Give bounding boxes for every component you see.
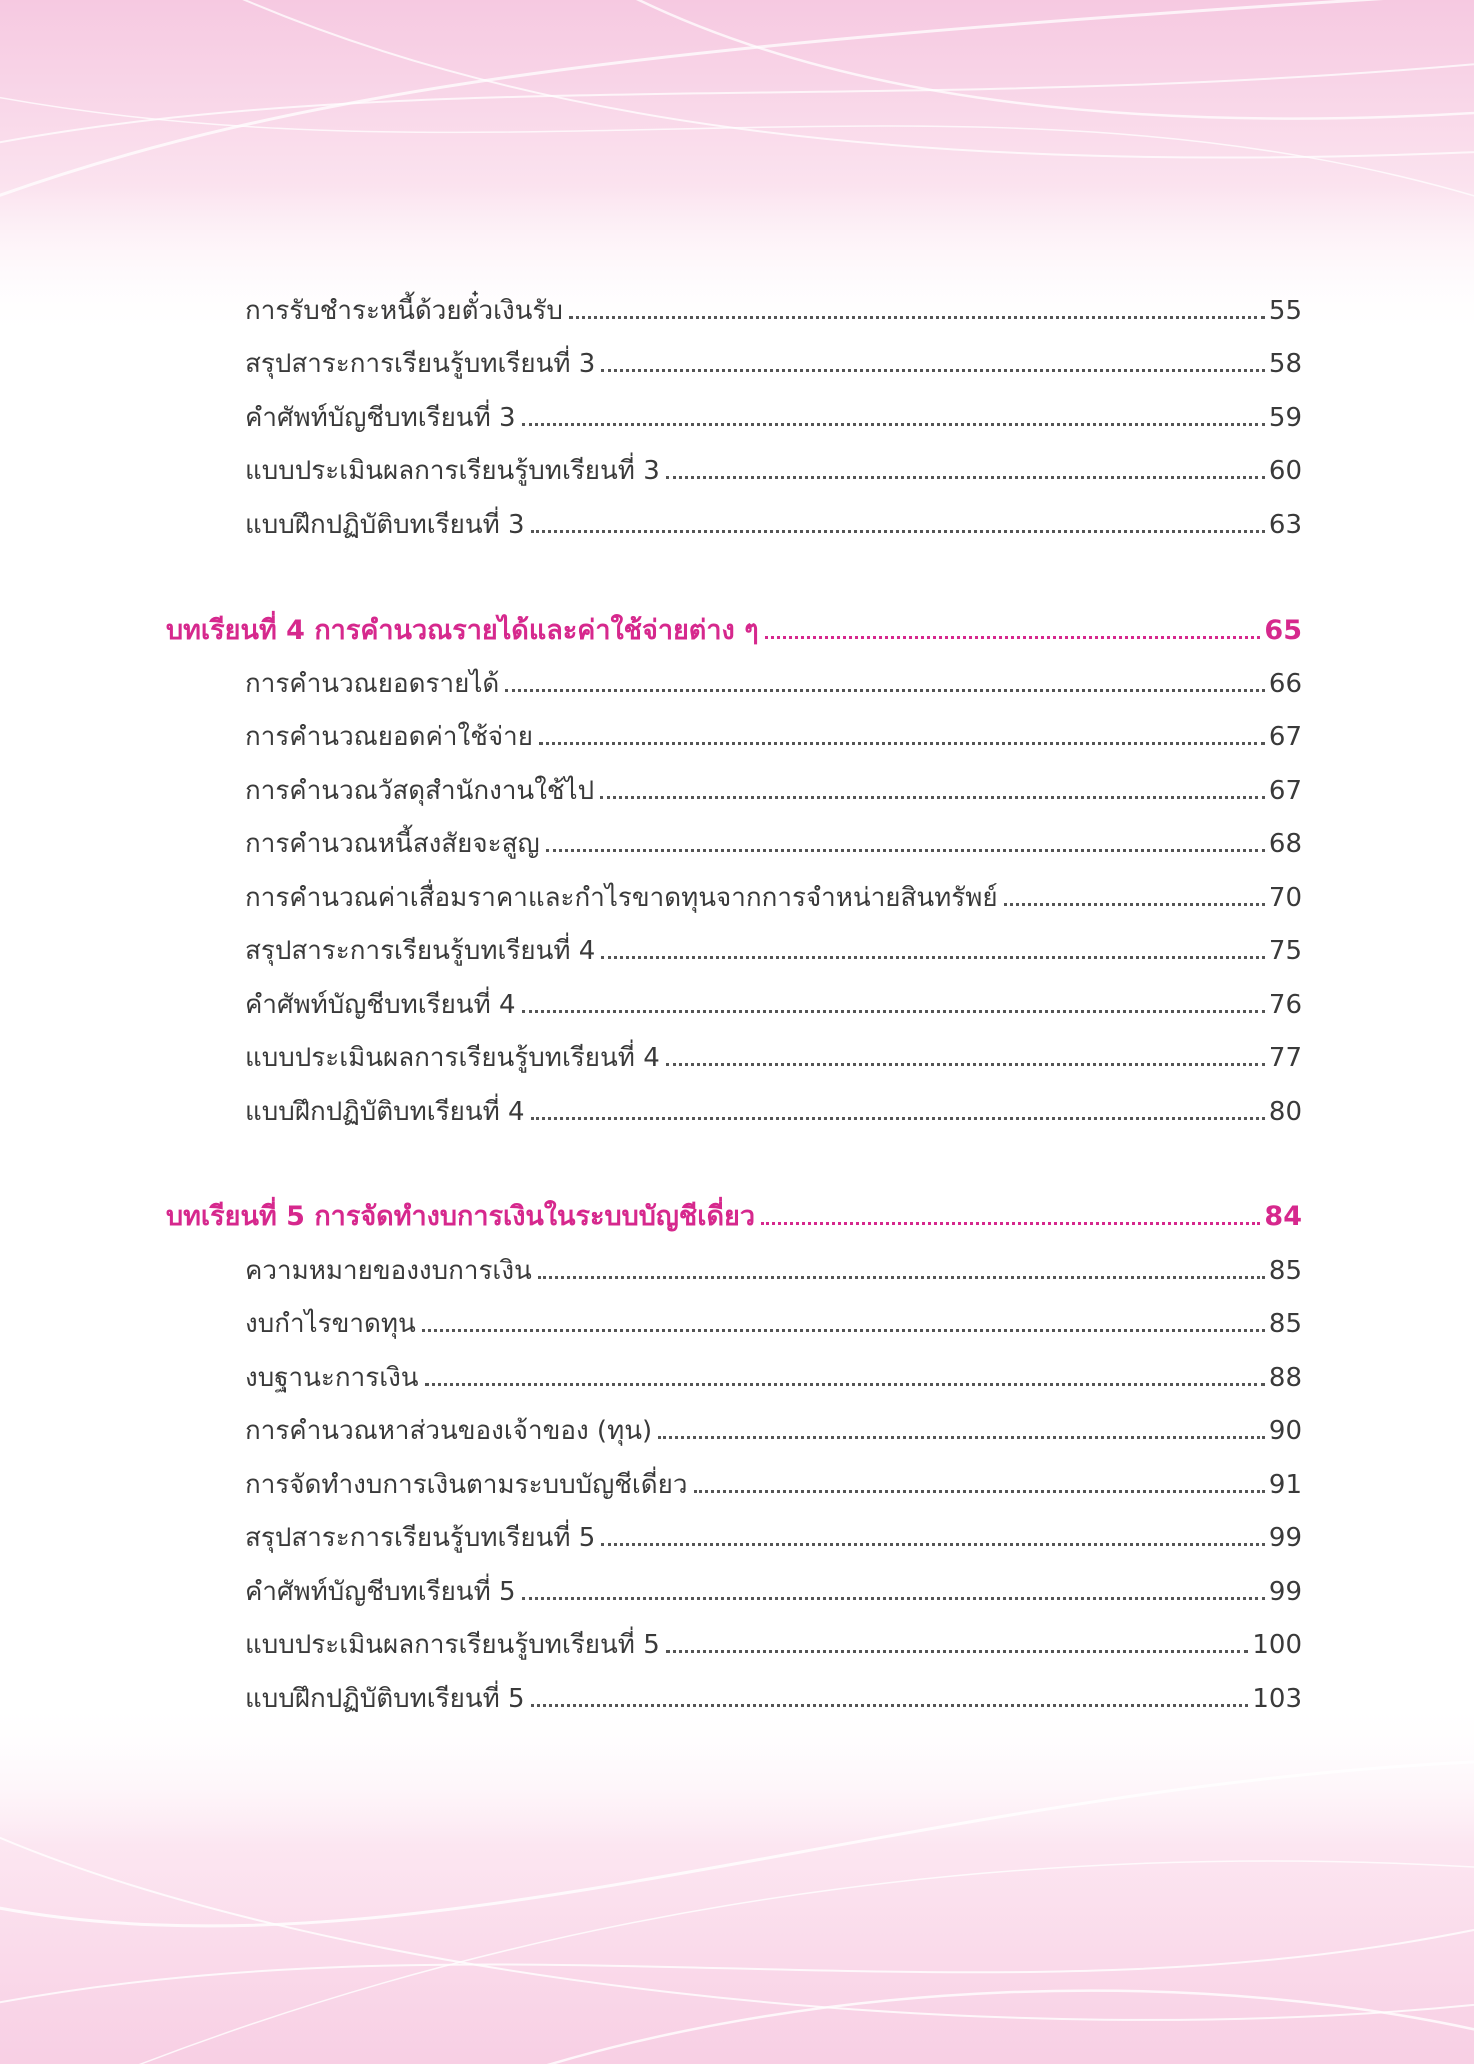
toc-entry-page: 80 xyxy=(1268,1097,1302,1127)
toc-entry[interactable] xyxy=(245,926,1302,968)
dot-leader xyxy=(425,1383,1265,1386)
toc-entry-title: การคำนวณยอดค่าใช้จ่าย xyxy=(245,722,533,752)
toc-entry-page: 67 xyxy=(1268,776,1302,806)
toc-entry-page: 99 xyxy=(1268,1577,1302,1607)
toc-entry-title: การจัดทำงบการเงินตามระบบบัญชีเดี่ยว xyxy=(245,1470,688,1500)
toc-entry-page: 60 xyxy=(1268,456,1302,486)
dot-leader xyxy=(761,1222,1260,1225)
toc-entry-title: ความหมายของงบการเงิน xyxy=(245,1256,532,1286)
toc-entry[interactable] xyxy=(245,1246,1302,1288)
toc-entry[interactable] xyxy=(245,1620,1302,1662)
toc-entry-title: การคำนวณหาส่วนของเจ้าของ (ทุน) xyxy=(245,1416,653,1446)
toc-entry[interactable] xyxy=(245,1513,1302,1555)
toc-entry-title: คำศัพท์บัญชีบทเรียนที่ 4 xyxy=(245,990,516,1020)
chapter-page: 65 xyxy=(1264,615,1302,646)
toc-entry-title: คำศัพท์บัญชีบทเรียนที่ 5 xyxy=(245,1577,516,1607)
toc-entry-title: แบบฝึกปฏิบัติบทเรียนที่ 4 xyxy=(245,1097,525,1127)
toc-entry-title: สรุปสาระการเรียนรู้บทเรียนที่ 5 xyxy=(245,1523,596,1553)
toc-entry-page: 59 xyxy=(1268,403,1302,433)
dot-leader xyxy=(505,689,1265,692)
toc-entry[interactable] xyxy=(245,393,1302,435)
dot-leader xyxy=(531,1704,1249,1707)
toc-entry-title: แบบฝึกปฏิบัติบทเรียนที่ 5 xyxy=(245,1684,525,1714)
toc-entry-title: การคำนวณหนี้สงสัยจะสูญ xyxy=(245,829,540,859)
toc-entry-title: แบบประเมินผลการเรียนรู้บทเรียนที่ 4 xyxy=(245,1043,660,1073)
toc-entry[interactable] xyxy=(245,712,1302,754)
toc-entry-page: 63 xyxy=(1268,510,1302,540)
toc-entry[interactable] xyxy=(245,286,1302,328)
toc-entry[interactable] xyxy=(245,1033,1302,1075)
dot-leader xyxy=(422,1329,1265,1332)
dot-leader xyxy=(658,1436,1265,1439)
dot-leader xyxy=(694,1490,1265,1493)
toc-entry[interactable] xyxy=(245,446,1302,488)
toc-entry[interactable] xyxy=(245,1353,1302,1395)
toc-entry-title: งบฐานะการเงิน xyxy=(245,1363,419,1393)
toc-entry[interactable] xyxy=(245,500,1302,542)
toc-entry-title: การรับชำระหนี้ด้วยตั๋วเงินรับ xyxy=(245,296,563,326)
dot-leader xyxy=(666,1063,1265,1066)
toc-entry-page: 90 xyxy=(1268,1416,1302,1446)
toc-entry[interactable] xyxy=(245,1406,1302,1448)
toc-entry[interactable] xyxy=(245,1674,1302,1716)
toc-entry-title: สรุปสาระการเรียนรู้บทเรียนที่ 3 xyxy=(245,349,596,379)
dot-leader xyxy=(666,476,1265,479)
chapter-page: 84 xyxy=(1264,1201,1302,1232)
dot-leader xyxy=(569,316,1265,319)
toc-entry[interactable] xyxy=(245,1087,1302,1129)
toc-entry-page: 67 xyxy=(1268,722,1302,752)
toc-entry-page: 76 xyxy=(1268,990,1302,1020)
toc-entry[interactable] xyxy=(245,659,1302,701)
toc-entry-page: 99 xyxy=(1268,1523,1302,1553)
toc-entry[interactable] xyxy=(245,873,1302,915)
toc-entry[interactable] xyxy=(245,766,1302,808)
toc-entry[interactable] xyxy=(245,1567,1302,1609)
dot-leader xyxy=(522,1597,1265,1600)
toc-entry-page: 77 xyxy=(1268,1043,1302,1073)
toc-entry-title: งบกำไรขาดทุน xyxy=(245,1309,416,1339)
toc-entry[interactable] xyxy=(245,339,1302,381)
dot-leader xyxy=(600,796,1265,799)
dot-leader xyxy=(1004,903,1265,906)
toc-entry-title: การคำนวณวัสดุสำนักงานใช้ไป xyxy=(245,776,595,806)
toc-entry[interactable] xyxy=(245,819,1302,861)
dot-leader xyxy=(539,742,1265,745)
dot-leader xyxy=(538,1276,1265,1279)
toc-entry-title: การคำนวณค่าเสื่อมราคาและกำไรขาดทุนจากการจำหน่ายสินทรัพย์ xyxy=(245,883,998,913)
toc-entry-page: 91 xyxy=(1268,1470,1302,1500)
toc-entry-page: 103 xyxy=(1252,1684,1302,1714)
toc-entry-page: 70 xyxy=(1268,883,1302,913)
toc-entry-page: 55 xyxy=(1268,296,1302,326)
toc-entry-page: 88 xyxy=(1268,1363,1302,1393)
toc-entry[interactable] xyxy=(245,1299,1302,1341)
dot-leader xyxy=(522,1010,1265,1013)
dot-leader xyxy=(601,369,1265,372)
toc-entry-title: แบบประเมินผลการเรียนรู้บทเรียนที่ 5 xyxy=(245,1630,660,1660)
dot-leader xyxy=(601,1543,1265,1546)
toc-entry-page: 100 xyxy=(1252,1630,1302,1660)
toc-entry-title: การคำนวณยอดรายได้ xyxy=(245,669,500,699)
toc-entry[interactable] xyxy=(245,1460,1302,1502)
toc-chapter-5[interactable] xyxy=(166,1192,1302,1234)
toc-entry[interactable] xyxy=(245,980,1302,1022)
dot-leader xyxy=(666,1650,1249,1653)
toc-entry-page: 85 xyxy=(1268,1256,1302,1286)
dot-leader xyxy=(531,530,1265,533)
toc-entry-title: แบบประเมินผลการเรียนรู้บทเรียนที่ 3 xyxy=(245,456,660,486)
dot-leader xyxy=(765,636,1261,639)
chapter-title: บทเรียนที่ 4 การคำนวณรายได้และค่าใช้จ่ายต่าง ๆ xyxy=(166,615,759,646)
toc-entry-page: 75 xyxy=(1268,936,1302,966)
dot-leader xyxy=(522,423,1265,426)
toc-entry-title: แบบฝึกปฏิบัติบทเรียนที่ 3 xyxy=(245,510,525,540)
dot-leader xyxy=(601,956,1265,959)
toc-entry-page: 68 xyxy=(1268,829,1302,859)
toc-entry-title: สรุปสาระการเรียนรู้บทเรียนที่ 4 xyxy=(245,936,596,966)
dot-leader xyxy=(546,849,1265,852)
dot-leader xyxy=(531,1117,1265,1120)
toc-chapter-4[interactable] xyxy=(166,606,1302,648)
chapter-title: บทเรียนที่ 5 การจัดทำงบการเงินในระบบบัญชีเดี่ยว xyxy=(166,1201,755,1232)
toc-entry-page: 66 xyxy=(1268,669,1302,699)
toc-entry-page: 58 xyxy=(1268,349,1302,379)
toc-entry-title: คำศัพท์บัญชีบทเรียนที่ 3 xyxy=(245,403,516,433)
toc-entry-page: 85 xyxy=(1268,1309,1302,1339)
